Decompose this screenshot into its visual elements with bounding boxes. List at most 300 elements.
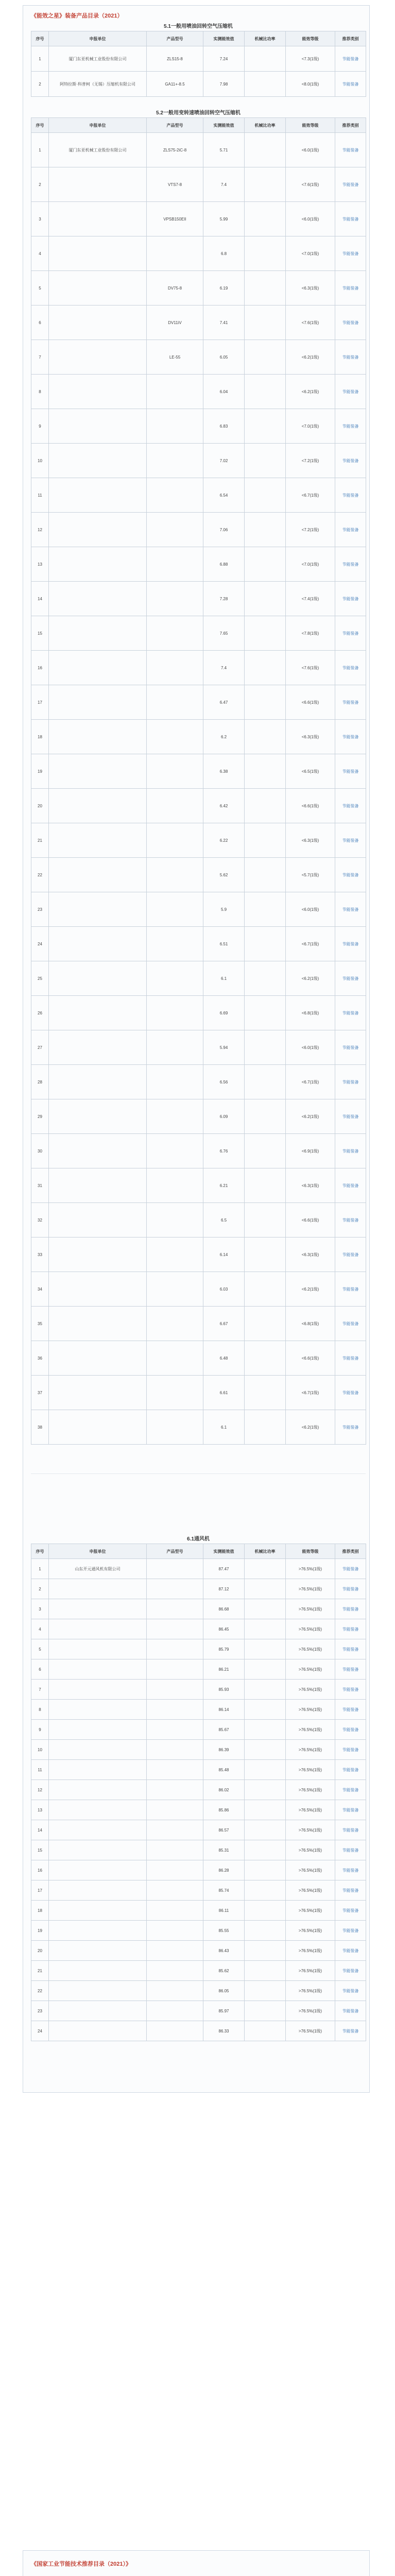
- table-cell: [245, 306, 286, 340]
- table-row: [31, 1961, 366, 1981]
- section-title-fan: 6.1通风机: [187, 1536, 210, 1542]
- table-cell: [245, 1921, 286, 1941]
- table-cell: 85.62: [203, 1961, 245, 1981]
- column-header: 机械比功率: [245, 1544, 286, 1559]
- table-cell: <8.0(1级): [286, 72, 335, 97]
- table-row: [31, 1376, 366, 1410]
- table-cell: [245, 72, 286, 97]
- table-cell: [147, 1780, 203, 1800]
- table-cell: 6.09: [203, 1099, 245, 1134]
- table-row: [31, 1981, 366, 2001]
- table-cell: 13: [31, 547, 49, 582]
- table-cell: 厦门东亚机械工业股份有限公司: [49, 133, 147, 167]
- table-cell: 7.98: [203, 72, 245, 97]
- table-cell: [49, 2021, 147, 2041]
- table-cell: 6.69: [203, 996, 245, 1030]
- table-cell: >76.5%(1级): [286, 1840, 335, 1860]
- table-cell: [245, 1559, 286, 1579]
- table-cell: ZLS15-8: [147, 46, 203, 72]
- table-cell: [147, 1238, 203, 1272]
- table-cell: [147, 1921, 203, 1941]
- table-cell: [147, 1376, 203, 1410]
- column-header: 产品型号: [147, 31, 203, 46]
- table-cell: [49, 1307, 147, 1341]
- table-row: [31, 1680, 366, 1700]
- column-header: 推荐类别: [335, 118, 366, 133]
- table-cell: 节能装备: [335, 1065, 366, 1099]
- table-cell: [245, 2021, 286, 2041]
- table-cell: 5.94: [203, 1030, 245, 1065]
- table-cell: 17: [31, 1880, 49, 1901]
- table-cell: [147, 685, 203, 720]
- table-cell: [49, 1065, 147, 1099]
- table-cell: [147, 1880, 203, 1901]
- table-cell: [245, 271, 286, 306]
- table-cell: [49, 271, 147, 306]
- table-cell: ZLS75-2iC-8: [147, 133, 203, 167]
- table-cell: >76.5%(1级): [286, 1860, 335, 1880]
- table-cell: [245, 1410, 286, 1445]
- table-cell: 节能装备: [335, 1860, 366, 1880]
- table-cell: [49, 1760, 147, 1780]
- table-cell: [49, 513, 147, 547]
- table-cell: [49, 1099, 147, 1134]
- table-cell: <6.7(1级): [286, 478, 335, 513]
- table-cell: 12: [31, 513, 49, 547]
- table-cell: 节能装备: [335, 858, 366, 892]
- table-cell: 节能装备: [335, 1780, 366, 1800]
- table-cell: [245, 375, 286, 409]
- table-cell: <7.6(1级): [286, 306, 335, 340]
- table-cell: <6.2(1级): [286, 375, 335, 409]
- column-header: 实测能效值: [203, 31, 245, 46]
- table-cell: [49, 1720, 147, 1740]
- table-cell: 节能装备: [335, 375, 366, 409]
- table-cell: [245, 858, 286, 892]
- table-cell: <6.0(1级): [286, 133, 335, 167]
- table-row: [31, 46, 366, 72]
- table-row: [31, 1740, 366, 1760]
- table-cell: 7: [31, 1680, 49, 1700]
- table-row: [31, 823, 366, 858]
- table-cell: [49, 1376, 147, 1410]
- table-cell: 节能装备: [335, 1559, 366, 1579]
- table-cell: [147, 1981, 203, 2001]
- table-cell: >76.5%(1级): [286, 1780, 335, 1800]
- table-cell: [245, 1203, 286, 1238]
- table-cell: [49, 651, 147, 685]
- column-header: 推荐类别: [335, 1544, 366, 1559]
- table-cell: [49, 236, 147, 271]
- table-cell: <6.2(1级): [286, 1099, 335, 1134]
- table-cell: 18: [31, 1901, 49, 1921]
- table-cell: [245, 616, 286, 651]
- table-cell: 12: [31, 1780, 49, 1800]
- table-cell: 4: [31, 236, 49, 271]
- table-cell: [49, 1981, 147, 2001]
- table-cell: [245, 1901, 286, 1921]
- table-cell: <7.0(1级): [286, 409, 335, 444]
- table-cell: <6.0(1级): [286, 202, 335, 236]
- table-cell: 1: [31, 1559, 49, 1579]
- table-row: [31, 1700, 366, 1720]
- table-row: [31, 306, 366, 340]
- table-cell: [147, 961, 203, 996]
- table-cell: >76.5%(1级): [286, 1921, 335, 1941]
- table-cell: 6.47: [203, 685, 245, 720]
- table-cell: >76.5%(1级): [286, 1800, 335, 1820]
- table-fan: [31, 1544, 366, 2041]
- table-row: [31, 1099, 366, 1134]
- table-cell: <6.3(1级): [286, 1238, 335, 1272]
- table-cell: <7.8(1级): [286, 616, 335, 651]
- table-cell: [49, 1238, 147, 1272]
- table-cell: [49, 582, 147, 616]
- table-cell: [49, 789, 147, 823]
- table-cell: <7.2(1级): [286, 444, 335, 478]
- table-cell: [245, 236, 286, 271]
- table-cell: 6.88: [203, 547, 245, 582]
- table-cell: [245, 409, 286, 444]
- table-cell: 节能装备: [335, 1760, 366, 1780]
- table-row: [31, 1341, 366, 1376]
- table-cell: >76.5%(1级): [286, 1639, 335, 1659]
- table-cell: [49, 340, 147, 375]
- table-cell: <5.7(1级): [286, 858, 335, 892]
- table-row: [31, 1203, 366, 1238]
- table-cell: [147, 651, 203, 685]
- table-cell: [245, 1880, 286, 1901]
- table-row: [31, 892, 366, 927]
- table-cell: 21: [31, 1961, 49, 1981]
- table-cell: 85.74: [203, 1880, 245, 1901]
- table-cell: 节能装备: [335, 1099, 366, 1134]
- table-cell: 86.02: [203, 1780, 245, 1800]
- table-cell: [245, 1961, 286, 1981]
- table-cell: 6: [31, 306, 49, 340]
- table-row: [31, 1410, 366, 1445]
- table-row: [31, 720, 366, 754]
- table-cell: <6.7(1级): [286, 1065, 335, 1099]
- table-cell: <7.6(1级): [286, 167, 335, 202]
- table-cell: 节能装备: [335, 996, 366, 1030]
- table-cell: 86.39: [203, 1740, 245, 1760]
- table-cell: 86.57: [203, 1820, 245, 1840]
- table-cell: 节能装备: [335, 513, 366, 547]
- table-row: [31, 789, 366, 823]
- table-cell: [49, 1579, 147, 1599]
- table-cell: 3: [31, 1599, 49, 1619]
- table-cell: [49, 306, 147, 340]
- table-cell: [49, 1860, 147, 1880]
- table-cell: [245, 1341, 286, 1376]
- table-cell: 节能装备: [335, 1659, 366, 1680]
- table-cell: [49, 1410, 147, 1445]
- table-cell: [245, 1376, 286, 1410]
- table-cell: [245, 1680, 286, 1700]
- table-cell: [49, 1941, 147, 1961]
- column-header: 申报单位: [49, 118, 147, 133]
- table-row: [31, 1921, 366, 1941]
- table-cell: 节能装备: [335, 754, 366, 789]
- table-cell: 节能装备: [335, 1981, 366, 2001]
- table-row: [31, 513, 366, 547]
- table-cell: 14: [31, 582, 49, 616]
- table-cell: 9: [31, 409, 49, 444]
- table-cell: 25: [31, 961, 49, 996]
- table-cell: 20: [31, 789, 49, 823]
- table-cell: [49, 1659, 147, 1680]
- table-cell: 节能装备: [335, 1680, 366, 1700]
- table-screw-compressor: [31, 31, 366, 97]
- table-cell: [147, 236, 203, 271]
- table-row: [31, 1901, 366, 1921]
- table-cell: [147, 1680, 203, 1700]
- table-cell: 6.5: [203, 1203, 245, 1238]
- table-row: [31, 996, 366, 1030]
- table-cell: [245, 1639, 286, 1659]
- table-cell: [49, 1619, 147, 1639]
- table-cell: 85.97: [203, 2001, 245, 2021]
- table-cell: 6.67: [203, 1307, 245, 1341]
- table-cell: 27: [31, 1030, 49, 1065]
- table-cell: 16: [31, 1860, 49, 1880]
- table-cell: <7.0(1级): [286, 547, 335, 582]
- table-cell: >76.5%(1级): [286, 1760, 335, 1780]
- table-cell: GA11+-8.5: [147, 72, 203, 97]
- table-row: [31, 478, 366, 513]
- table-cell: <6.9(1级): [286, 1134, 335, 1168]
- table-cell: [245, 582, 286, 616]
- table-cell: <6.5(1级): [286, 754, 335, 789]
- table-cell: 节能装备: [335, 1961, 366, 1981]
- table-cell: [245, 1659, 286, 1680]
- table-cell: [245, 547, 286, 582]
- table-cell: 节能装备: [335, 927, 366, 961]
- table-cell: 32: [31, 1203, 49, 1238]
- table-row: [31, 927, 366, 961]
- table-vsd-compressor: [31, 117, 366, 1445]
- table-row: [31, 1065, 366, 1099]
- table-cell: [49, 1961, 147, 1981]
- table-cell: 85.31: [203, 1840, 245, 1860]
- table-cell: 87.12: [203, 1579, 245, 1599]
- divider: [31, 1473, 366, 1474]
- table-cell: 节能装备: [335, 1272, 366, 1307]
- table-row: [31, 409, 366, 444]
- table-cell: >76.5%(1级): [286, 1700, 335, 1720]
- table-cell: 阿特拉斯·科普柯（无锡）压缩机有限公司: [49, 72, 147, 97]
- table-row: [31, 133, 366, 167]
- table-cell: >76.5%(1级): [286, 1981, 335, 2001]
- table-cell: >76.5%(1级): [286, 1941, 335, 1961]
- table-cell: [49, 1680, 147, 1700]
- table-cell: [245, 1065, 286, 1099]
- column-header: 机械比功率: [245, 118, 286, 133]
- table-cell: 7.4: [203, 651, 245, 685]
- table-cell: 18: [31, 720, 49, 754]
- table-row: [31, 375, 366, 409]
- table-row: [31, 1880, 366, 1901]
- table-cell: [245, 1238, 286, 1272]
- table-cell: [147, 1168, 203, 1203]
- table-cell: [147, 1860, 203, 1880]
- table-row: [31, 1559, 366, 1579]
- table-cell: 86.28: [203, 1860, 245, 1880]
- table-cell: 6.05: [203, 340, 245, 375]
- table-cell: [147, 616, 203, 651]
- table-cell: [245, 1941, 286, 1961]
- table-cell: [49, 1800, 147, 1820]
- table-cell: [147, 1639, 203, 1659]
- column-header: 能效等级: [286, 1544, 335, 1559]
- tech-title: 《国家工业节能技术推荐目录（2021）》: [31, 2561, 131, 2567]
- table-cell: >76.5%(1级): [286, 1579, 335, 1599]
- table-cell: [49, 1599, 147, 1619]
- table-cell: 17: [31, 685, 49, 720]
- table-row: [31, 754, 366, 789]
- table-cell: [245, 444, 286, 478]
- table-cell: [49, 478, 147, 513]
- column-header: 申报单位: [49, 31, 147, 46]
- column-header: 实测能效值: [203, 118, 245, 133]
- table-cell: <6.7(1级): [286, 927, 335, 961]
- table-cell: [147, 1272, 203, 1307]
- table-cell: [147, 1599, 203, 1619]
- table-cell: 7.28: [203, 582, 245, 616]
- table-cell: [147, 754, 203, 789]
- table-cell: 节能装备: [335, 892, 366, 927]
- section-title-screw-compressor: 5.1一般用喷油回转空气压缩机: [164, 24, 233, 29]
- table-cell: [245, 1981, 286, 2001]
- table-cell: 85.86: [203, 1800, 245, 1820]
- table-cell: >76.5%(1级): [286, 1880, 335, 1901]
- table-cell: 7: [31, 340, 49, 375]
- table-row: [31, 1238, 366, 1272]
- table-cell: <6.8(1级): [286, 1307, 335, 1341]
- table-cell: >76.5%(1级): [286, 1599, 335, 1619]
- table-cell: 节能装备: [335, 1579, 366, 1599]
- table-row: [31, 1579, 366, 1599]
- table-cell: 6.48: [203, 1341, 245, 1376]
- table-cell: [147, 1134, 203, 1168]
- table-cell: [49, 616, 147, 651]
- table-cell: [147, 1820, 203, 1840]
- table-row: [31, 1780, 366, 1800]
- table-cell: 36: [31, 1341, 49, 1376]
- table-cell: 19: [31, 754, 49, 789]
- table-cell: 85.55: [203, 1921, 245, 1941]
- table-cell: [147, 1559, 203, 1579]
- table-cell: [49, 961, 147, 996]
- table-cell: [49, 927, 147, 961]
- table-cell: 7.41: [203, 306, 245, 340]
- table-cell: <6.3(1级): [286, 1168, 335, 1203]
- table-cell: <6.8(1级): [286, 996, 335, 1030]
- table-cell: [49, 547, 147, 582]
- table-cell: 21: [31, 823, 49, 858]
- table-cell: [49, 892, 147, 927]
- table-cell: [147, 582, 203, 616]
- table-cell: 7.4: [203, 167, 245, 202]
- table-row: [31, 858, 366, 892]
- table-cell: [245, 1168, 286, 1203]
- table-cell: [147, 1619, 203, 1639]
- table-cell: [245, 1800, 286, 1820]
- table-cell: [147, 1099, 203, 1134]
- table-cell: <6.2(1级): [286, 340, 335, 375]
- table-cell: 38: [31, 1410, 49, 1445]
- table-cell: 24: [31, 927, 49, 961]
- table-cell: [49, 1880, 147, 1901]
- table-row: [31, 1134, 366, 1168]
- table-cell: [147, 892, 203, 927]
- column-header: 实测能效值: [203, 1544, 245, 1559]
- table-cell: 86.33: [203, 2021, 245, 2041]
- table-cell: 85.48: [203, 1760, 245, 1780]
- table-cell: <6.6(1级): [286, 1203, 335, 1238]
- table-row: [31, 1720, 366, 1740]
- table-cell: 10: [31, 1740, 49, 1760]
- table-cell: [245, 927, 286, 961]
- table-cell: 6.76: [203, 1134, 245, 1168]
- table-row: [31, 2021, 366, 2041]
- column-header: 能效等级: [286, 31, 335, 46]
- table-cell: 节能装备: [335, 547, 366, 582]
- table-cell: 节能装备: [335, 961, 366, 996]
- table-cell: [245, 1030, 286, 1065]
- table-cell: 节能装备: [335, 789, 366, 823]
- table-cell: 6.19: [203, 271, 245, 306]
- table-cell: [49, 858, 147, 892]
- table-cell: [245, 961, 286, 996]
- table-cell: >76.5%(1级): [286, 1720, 335, 1740]
- table-cell: [147, 1961, 203, 1981]
- table-cell: >76.5%(1级): [286, 1820, 335, 1840]
- table-cell: <7.0(1级): [286, 236, 335, 271]
- table-cell: 6: [31, 1659, 49, 1680]
- table-cell: 节能装备: [335, 72, 366, 97]
- table-cell: 85.67: [203, 1720, 245, 1740]
- table-cell: [245, 513, 286, 547]
- table-cell: [147, 1030, 203, 1065]
- table-cell: 5: [31, 271, 49, 306]
- table-cell: 5.99: [203, 202, 245, 236]
- table-cell: [147, 1065, 203, 1099]
- table-cell: DV75-8: [147, 271, 203, 306]
- table-row: [31, 1639, 366, 1659]
- table-cell: [147, 1800, 203, 1820]
- table-row: [31, 582, 366, 616]
- table-cell: [147, 823, 203, 858]
- table-cell: [245, 651, 286, 685]
- table-cell: 节能装备: [335, 133, 366, 167]
- table-cell: [147, 1307, 203, 1341]
- table-cell: 2: [31, 167, 49, 202]
- table-row: [31, 1030, 366, 1065]
- table-cell: >76.5%(1级): [286, 1901, 335, 1921]
- table-cell: [49, 1740, 147, 1760]
- table-cell: 16: [31, 651, 49, 685]
- table-cell: 节能装备: [335, 1941, 366, 1961]
- table-cell: [147, 2021, 203, 2041]
- table-cell: 节能装备: [335, 1880, 366, 1901]
- table-cell: [147, 1203, 203, 1238]
- table-cell: 节能装备: [335, 1599, 366, 1619]
- table-row: [31, 1272, 366, 1307]
- table-cell: 35: [31, 1307, 49, 1341]
- table-row: [31, 2001, 366, 2021]
